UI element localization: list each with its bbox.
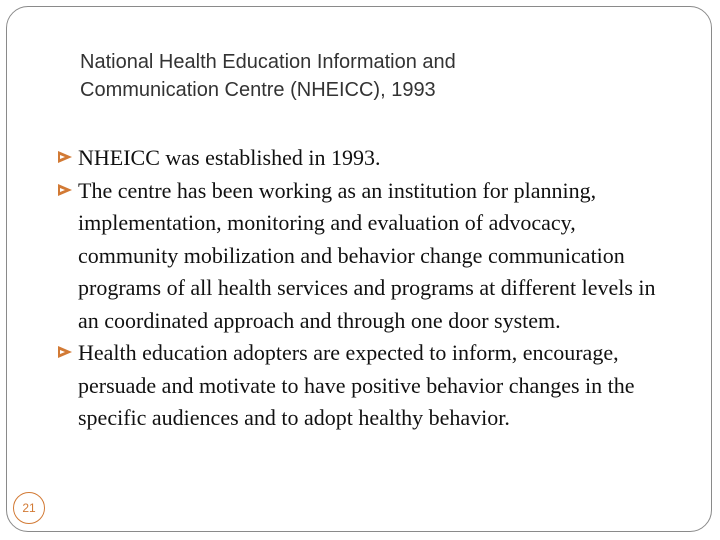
bullet-list <box>58 142 658 435</box>
slide-title <box>80 48 640 104</box>
bullet-item <box>58 337 658 435</box>
arrow-bullet-icon <box>58 151 72 163</box>
page-number-badge <box>13 492 45 524</box>
slide-title-line-1: National Health Education Information and <box>80 51 456 73</box>
bullet-text: The centre has been working as an institution for planning, implementation, monitoring and evaluation of advocacy, community mobilization and behavior change communication programs of all health services and programs at different levels in an coordinated approach and through one door system. <box>78 177 656 333</box>
page-number: 21 <box>22 501 36 515</box>
arrow-bullet-icon <box>58 184 72 196</box>
bullet-item <box>58 142 658 175</box>
slide-title-line-2: Communication Centre (NHEICC), 1993 <box>80 79 436 101</box>
bullet-text: Health education adopters are expected to inform, encourage, persuade and motivate to have positive behavior changes in the specific audiences and to adopt healthy behavior. <box>78 340 635 430</box>
bullet-item <box>58 175 658 338</box>
arrow-bullet-icon <box>58 346 72 358</box>
bullet-text: NHEICC was established in 1993. <box>78 145 381 170</box>
